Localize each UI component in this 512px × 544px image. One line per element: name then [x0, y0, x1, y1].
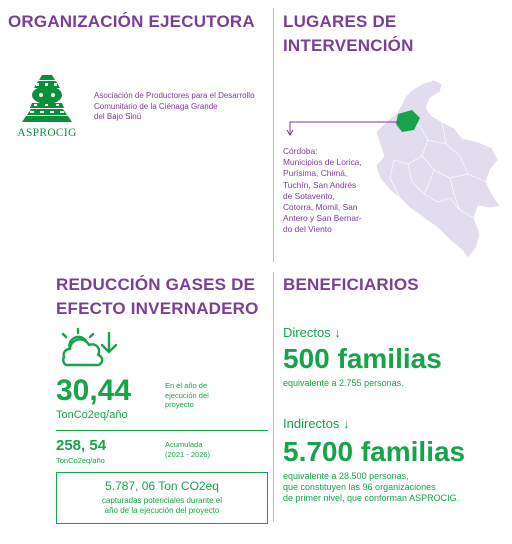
beneficiaries-heading: BENEFICIARIOS [283, 275, 419, 294]
indirect-note-line: de primer nivel, que conforman ASPROCIG. [283, 493, 460, 503]
places-line: Córdoba: [283, 146, 318, 156]
annual-reduction-unit: TonCo2eq/año [56, 409, 128, 421]
indirect-label: Indirectos ↓ [283, 416, 350, 431]
indirect-note-line: que constituyen las 96 organizaciones [283, 482, 436, 492]
places-line: Cotorra, Momil, San [283, 202, 358, 213]
places-heading [283, 11, 414, 56]
map-pointer-line [284, 108, 404, 138]
asprocig-logo [10, 72, 84, 139]
emissions-separator [56, 430, 268, 431]
places-line: Purísima, Chimá, [283, 168, 348, 179]
places-list [283, 146, 362, 236]
potential-capture-note [57, 496, 267, 516]
indirect-value: 5.700 familias [283, 436, 466, 467]
indirect-note-line: equivalente a 28.500 personas, [283, 471, 409, 481]
potential-capture-box [56, 472, 268, 524]
direct-note: equivalente a 2.755 personas. [283, 378, 404, 388]
potential-note-line: capturadas potenciales durante el [101, 496, 223, 505]
potential-capture-value: 5.787, 06 Ton CO2eq [105, 479, 219, 493]
emissions-heading [56, 274, 259, 319]
colombia-map [350, 78, 508, 262]
organization-heading: ORGANIZACIÓN EJECUTORA [8, 12, 255, 31]
annual-note-line: ejecución del [165, 390, 209, 400]
cumulative-reduction-value: 258, 54 [56, 437, 107, 454]
direct-value: 500 familias [283, 343, 442, 374]
places-line: de Sotavento, [283, 190, 335, 201]
emissions-heading-line2: EFECTO INVERNADERO [56, 299, 259, 318]
cumulative-note-line: Acumulada [165, 440, 203, 449]
colombia-shape [376, 80, 500, 258]
organization-description-line: Asociación de Productores para el Desarrollo [94, 91, 255, 100]
organization-description [94, 91, 255, 123]
cumulative-reduction-note [165, 440, 210, 459]
annual-note-line: proyecto [165, 400, 194, 409]
places-line: Municipios de Lorica, [283, 157, 362, 168]
emissions-heading-line1: REDUCCIÓN GASES DE [56, 275, 256, 294]
annual-note-line: En el año de [165, 381, 208, 390]
cumulative-note-line: (2021 - 2026) [165, 449, 211, 459]
places-line: Tuchín, San Andrés [283, 179, 357, 190]
annual-reduction-note [165, 381, 209, 410]
places-line: do del Viento [283, 224, 332, 235]
organization-description-line: del Bajo Sinú [94, 112, 142, 121]
logo-text: ASPROCIG [17, 127, 77, 139]
annual-reduction-value: 30,44 [56, 374, 132, 407]
potential-note-line: año de la ejecución del proyecto [104, 506, 220, 515]
cloud-sun-icon [56, 327, 122, 371]
asprocig-logo-icon [10, 72, 84, 124]
cumulative-reduction-unit: TonCo2eq/año [56, 456, 105, 465]
places-heading-line2: INTERVENCIÓN [283, 36, 414, 55]
direct-label: Directos ↓ [283, 325, 341, 340]
divider-top [273, 8, 274, 262]
divider-bottom [273, 272, 274, 522]
organization-description-line: Comunitario de la Ciénaga Grande [94, 101, 218, 111]
places-line: Antero y San Bernar- [283, 213, 362, 224]
indirect-note [283, 471, 459, 504]
places-heading-line1: LUGARES DE [283, 12, 397, 31]
